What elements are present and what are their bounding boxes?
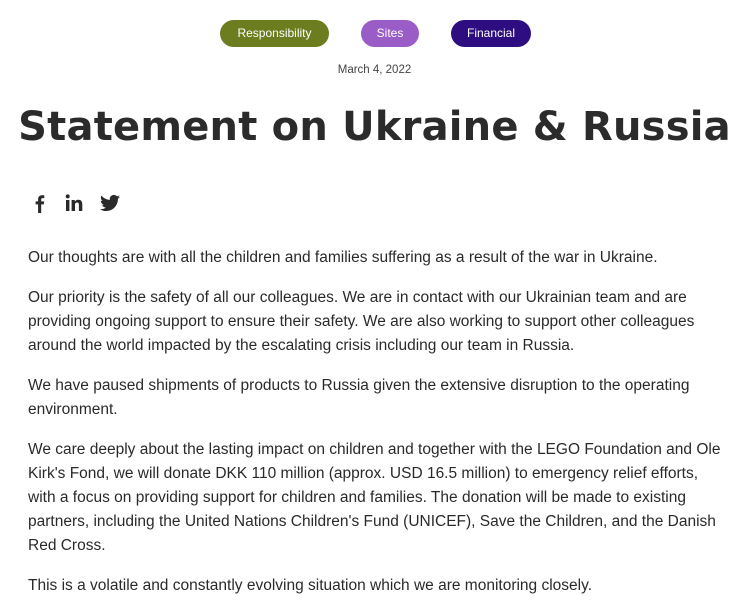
article-body: [28, 246, 728, 614]
tag-responsibility[interactable]: Responsibility: [220, 20, 329, 47]
paragraph: Our priority is the safety of all our colleagues. We are in contact with our Ukrainian team and are providing ongoing support to ensure their safety. We are also working to support other colleagues around the world impacted by the escalating crisis including our team in Russia.: [28, 289, 695, 354]
paragraph: We have paused shipments of products to Russia given the extensive disruption to the operating environment.: [28, 377, 690, 418]
tag-financial[interactable]: Financial: [451, 20, 531, 47]
category-tags: [0, 20, 749, 47]
paragraph: We care deeply about the lasting impact on children and together with the LEGO Foundation and Ole Kirk's Fond, we will donate DKK 110 million (approx. USD 16.5 million) to emergency relief efforts, with a focus on providing support for children and families. The donation will be made to existing partners, including the United Nations Children's Fund (UNICEF), Save the Children, and the Danish Red Cross.: [28, 441, 721, 554]
page-title: Statement on Ukraine & Russia: [18, 104, 731, 150]
paragraph: This is a volatile and constantly evolving situation which we are monitoring closely.: [28, 577, 593, 594]
linkedin-icon[interactable]: [63, 191, 87, 215]
tag-sites[interactable]: Sites: [361, 20, 419, 47]
twitter-icon[interactable]: [98, 191, 122, 215]
paragraph: Our thoughts are with all the children and families suffering as a result of the war in Ukraine.: [28, 249, 658, 266]
facebook-icon[interactable]: [28, 191, 52, 215]
publish-date: March 4, 2022: [337, 64, 412, 76]
